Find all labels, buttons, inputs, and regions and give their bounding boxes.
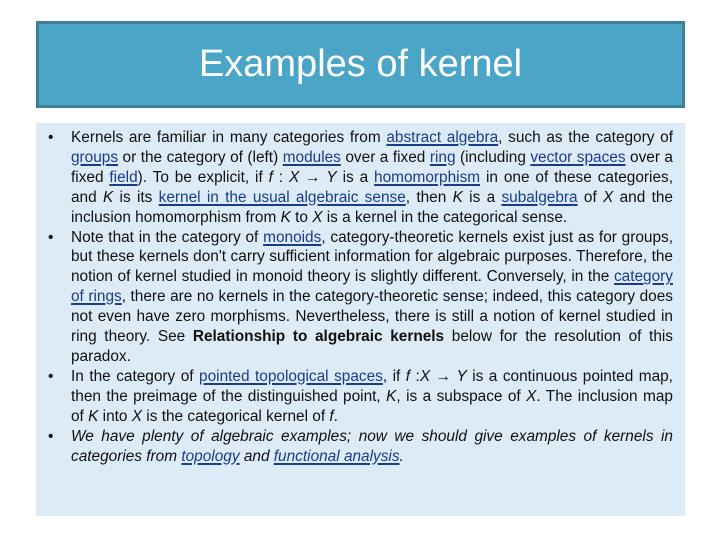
bullet-text: , there are no kernels in the category-theoretic sense; indeed, this category does not even have zero morphisms. Nevertheless, there is still a notion of kernel studied in ring theory. See [71,288,673,346]
bullet-item [48,128,673,228]
bullet-text: , if [382,367,406,385]
bullet-text: Note that in the category of [71,228,264,246]
bullet-marker: • [48,228,54,246]
bullet-text: : [272,168,289,186]
bullet-text: f [405,367,411,385]
hyperlink[interactable]: modules [282,148,341,166]
bullet-text: , then [405,188,453,206]
bullet-text: is a [336,168,375,186]
bullet-text: (including [455,148,531,166]
hyperlink[interactable]: groups [71,148,119,166]
hyperlink[interactable]: topology [181,447,240,465]
bullet-text: Kernels are familiar in many categories from [71,129,387,146]
bullet-text: and [239,447,274,465]
hyperlink[interactable]: functional analysis [273,447,400,465]
bullet-text: X [526,387,537,405]
bullet-text: is a [462,188,502,206]
bullet-text: is the categorical kernel of [142,407,330,425]
bullet-marker: • [48,129,54,146]
hyperlink[interactable]: field [109,168,138,186]
bullet-text: K [452,188,463,206]
bullet-text: into [98,407,132,425]
bullet-text: K [386,387,397,405]
bullet-text: of [577,188,604,206]
hyperlink[interactable]: kernel in the usual algebraic sense [158,188,406,206]
bullet-text: . [399,447,404,465]
bullet-text: , category-theoretic kernels exist just as for groups, but these kernels don't carry sufficient information for algebraic purposes. Therefore, the notion of kernel studied in monoid theory is slightly different. Conversely, in the [71,228,674,286]
bullet-text: K [280,208,291,226]
hyperlink[interactable]: subalgebra [501,188,578,206]
bullet-text: to [290,208,313,226]
bullet-text: below for the resolution of this paradox. [71,328,673,365]
bullet-item [48,367,673,427]
title-bar [36,21,685,108]
bullet-text: over a fixed [340,148,430,166]
bullet-list [48,128,673,466]
bullet-text: ). To be explicit, if [137,168,269,186]
bullet-marker: • [48,427,54,445]
bullet-text: X [131,407,143,425]
hyperlink[interactable]: abstract algebra [386,129,499,146]
bullet-text: Relationship to algebraic kernels [192,328,445,346]
hyperlink[interactable]: ring [429,148,456,166]
bullet-text: X [419,367,431,385]
content-panel [36,123,685,516]
slide-title: Examples of kernel [198,43,523,85]
bullet-item [48,427,673,467]
bullet-text: X [312,208,323,226]
bullet-text: In the category of [71,367,200,385]
hyperlink[interactable]: homomorphism [374,168,481,186]
bullet-text: We have plenty of algebraic examples; now we should give examples of kernels in categories from [71,427,673,465]
bullet-marker: • [48,367,54,385]
bullet-text: Y [456,367,467,385]
hyperlink[interactable]: category of rings [71,268,673,306]
bullet-text: f [329,407,334,425]
bullet-text: is a kernel in the categorical sense. [322,208,568,226]
bullet-text: , such as the category of [498,129,673,146]
bullet-text: over a fixed [71,148,673,186]
bullet-text: : [410,367,420,385]
bullet-text: . The inclusion map of [71,387,673,425]
bullet-text: → [430,367,457,385]
bullet-text: is its [113,188,159,206]
bullet-text: is a continuous pointed map, then the preimage of the distinguished point, [71,367,673,405]
hyperlink[interactable]: monoids [263,228,322,246]
bullet-text: f [268,168,273,186]
bullet-text: K [102,188,114,206]
bullet-text: K [88,407,99,425]
hyperlink[interactable]: vector spaces [530,148,626,166]
bullet-text: → [299,168,327,186]
bullet-text: or the category of (left) [118,148,283,166]
bullet-item [48,228,673,367]
bullet-text: , is a subspace of [396,387,527,405]
bullet-text: in one of these categories, and [71,168,673,206]
bullet-text: . [333,407,338,425]
bullet-text: X [288,168,300,186]
bullet-text: and the inclusion homomorphism from [71,188,673,226]
hyperlink[interactable]: pointed topological spaces [199,367,383,385]
bullet-text: X [603,188,614,206]
bullet-text: Y [326,168,337,186]
